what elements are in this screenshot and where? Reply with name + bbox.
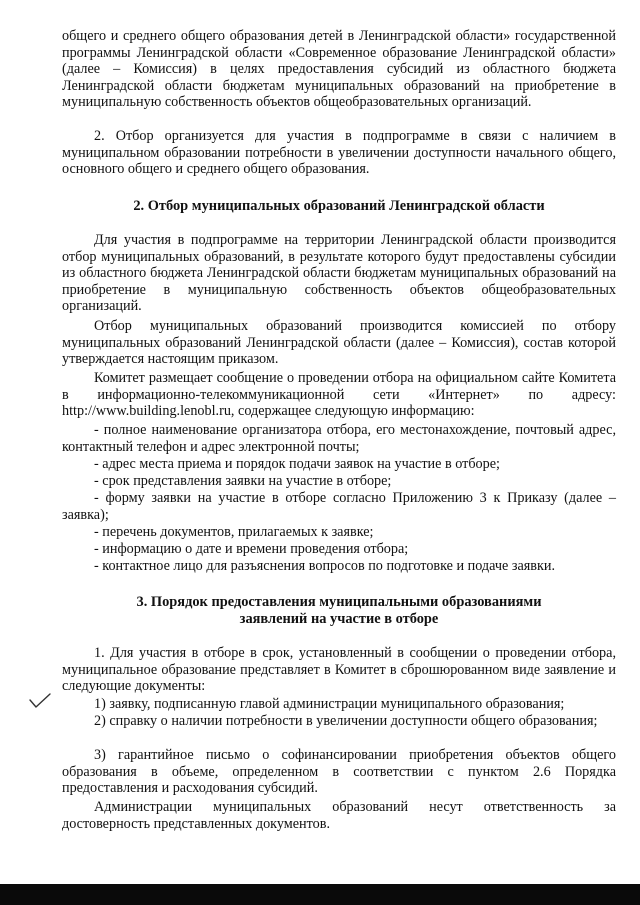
list-item: 2) справку о наличии потребности в увеличении доступности общего образования; xyxy=(94,713,598,729)
scan-bottom-edge xyxy=(0,884,640,905)
section-3-heading-line-2: заявлений на участие в отборе xyxy=(239,611,439,627)
section-2-paragraph-1: Для участия в подпрограмме на территории Ленинградской области производится отбор муниципальных образований, в результате которого будут предоставлены субсидии из областного бюджета Ленинградской области бюджетам муниципальных образований на приобретение в муниципальную собственность объектов общеобразовательных организаций. xyxy=(62,232,616,315)
section-3-heading-line-1: 3. Порядок предоставления муниципальными образованиями xyxy=(136,594,542,610)
list-item: - адрес места приема и порядок подачи заявок на участие в отборе; xyxy=(94,456,500,472)
section-2-paragraph-3: Комитет размещает сообщение о проведении отбора на официальном сайте Комитета в информационно-телекоммуникационной сети «Интернет» по адресу: http://www.building.lenobl.ru, содержащее следующую информацию: xyxy=(62,370,616,420)
section-2-paragraph-2: Отбор муниципальных образований производится комиссией по отбору муниципальных образований Ленинградской области (далее – Комиссия), состав которой утверждается настоящим приказом. xyxy=(62,318,616,368)
list-item: 1) заявку, подписанную главой администрации муниципального образования; xyxy=(94,696,565,712)
list-item: - полное наименование организатора отбора, его местонахождение, почтовый адрес, контактный телефон и адрес электронной почты; xyxy=(62,422,616,455)
section-3-closing-paragraph: Администрации муниципальных образований несут ответственность за достоверность представленных документов. xyxy=(62,799,616,832)
intro-paragraph: общего и среднего общего образования детей в Ленинградской области» государственной программы Ленинградской области «Современное образование Ленинградской области» (далее – Комиссия) в целях предоставления субсидий из областного бюджета Ленинградской области бюджетам муниципальных образований на приобретение в муниципальную собственность объектов общеобразовательных организаций. xyxy=(62,28,616,111)
list-item: - контактное лицо для разъяснения вопросов по подготовке и подаче заявки. xyxy=(94,558,556,574)
list-item: - информацию о дате и времени проведения отбора; xyxy=(94,541,409,557)
paragraph-2: 2. Отбор организуется для участия в подпрограмме в связи с наличием в муниципальном образовании потребности в увеличении доступности начального общего, основного общего и среднего общего образования. xyxy=(62,128,616,178)
list-item: - срок представления заявки на участие в отборе; xyxy=(94,473,392,489)
list-item: - форму заявки на участие в отборе согласно Приложению 3 к Приказу (далее – заявка); xyxy=(62,490,616,523)
list-item: 3) гарантийное письмо о софинансировании приобретения объектов общего образования в объеме, определенном в соответствии с пунктом 2.6 Порядка предоставления и расходования субсидий. xyxy=(62,747,616,797)
checkmark-icon xyxy=(28,692,52,710)
section-2-heading: 2. Отбор муниципальных образований Ленинградской области xyxy=(133,198,545,214)
list-item: - перечень документов, прилагаемых к заявке; xyxy=(94,524,374,540)
section-3-paragraph-1: 1. Для участия в отборе в срок, установленный в сообщении о проведении отбора, муниципальное образование представляет в Комитет в сброшюрованном виде заявление и следующие документы: xyxy=(62,645,616,695)
